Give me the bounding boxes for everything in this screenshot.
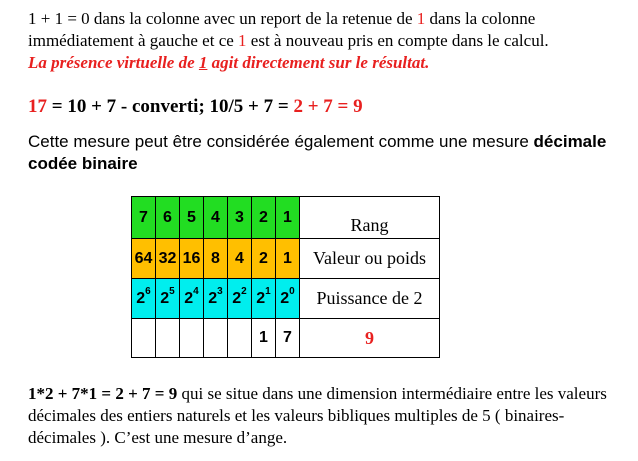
red-digit: 1 [238, 31, 247, 50]
bold-equation: 1*2 + 7*1 = 2 + 7 = 9 [28, 384, 178, 403]
power-base: 2 [184, 289, 194, 307]
valeur-cell: 2 [252, 239, 276, 279]
power-exponent: 2 [241, 286, 247, 298]
text: Cette mesure peut être considérée également comme une mesure [28, 132, 534, 151]
valeur-cell: 1 [276, 239, 300, 279]
label-rang: Rang [300, 197, 440, 239]
paragraph-dcb [28, 131, 628, 175]
power-exponent: 4 [193, 286, 199, 298]
paragraph-conclusion [28, 383, 628, 449]
rang-cell: 6 [156, 197, 180, 239]
valeur-cell: 64 [132, 239, 156, 279]
rang-cell: 7 [132, 197, 156, 239]
valeur-cell: 4 [228, 239, 252, 279]
digit-cell [180, 319, 204, 358]
power-cell [156, 279, 180, 319]
valeur-cell: 8 [204, 239, 228, 279]
power-cell [228, 279, 252, 319]
text: = 10 + 7 - converti; 10/5 + 7 = [47, 96, 294, 117]
power-base: 2 [256, 289, 266, 307]
red-number: 17 [28, 96, 47, 117]
rang-cell: 3 [228, 197, 252, 239]
rang-cell: 4 [204, 197, 228, 239]
valeur-cell: 32 [156, 239, 180, 279]
power-base: 2 [136, 289, 146, 307]
power-exponent: 3 [217, 286, 223, 298]
text: qui se situe dans une dimension intermédiaire entre les valeurs décimales des entiers naturels et les valeurs bibliques multiples de 5 ( binaires-décimales ). C’est une mesure d’ange. [28, 384, 607, 447]
text: agit directement sur le résultat. [207, 53, 430, 72]
red-digit: 1 [416, 9, 426, 28]
power-cell [204, 279, 228, 319]
power-exponent: 6 [145, 286, 151, 298]
power-cell [132, 279, 156, 319]
power-base: 2 [208, 289, 218, 307]
underlined-digit: 1 [198, 53, 208, 72]
row-valeur [132, 239, 440, 279]
bold-term: décimale codée binaire [28, 132, 607, 173]
power-exponent: 0 [289, 286, 295, 298]
power-base: 2 [232, 289, 242, 307]
total-cell: 9 [300, 319, 440, 358]
emphasis-line [28, 53, 429, 72]
text: 1 + 1 = 0 dans la colonne avec un report de la retenue de [28, 9, 417, 28]
label-valeur: Valeur ou poids [300, 239, 440, 279]
power-base: 2 [160, 289, 170, 307]
power-cell [180, 279, 204, 319]
paragraph-retenue [28, 8, 628, 74]
power-exponent: 5 [169, 286, 175, 298]
red-result: 2 + 7 = 9 [293, 96, 363, 117]
power-cell [252, 279, 276, 319]
digit-cell: 7 [276, 319, 300, 358]
rang-cell: 1 [276, 197, 300, 239]
label-puissance: Puissance de 2 [300, 279, 440, 319]
bcd-table [131, 196, 440, 358]
digit-cell [132, 319, 156, 358]
digit-cell: 1 [252, 319, 276, 358]
digit-cell [228, 319, 252, 358]
text: est à nouveau pris en compte dans le calcul. [246, 31, 549, 50]
rang-cell: 2 [252, 197, 276, 239]
power-base: 2 [280, 289, 290, 307]
power-exponent: 1 [265, 286, 271, 298]
power-cell [276, 279, 300, 319]
rang-cell: 5 [180, 197, 204, 239]
digit-cell [204, 319, 228, 358]
text: La présence virtuelle de [28, 53, 199, 72]
row-rang [132, 197, 440, 239]
digit-cell [156, 319, 180, 358]
valeur-cell: 16 [180, 239, 204, 279]
row-puissance [132, 279, 440, 319]
equation-line [28, 96, 628, 118]
text: dans la colonne immédiatement à gauche et ce [28, 9, 536, 50]
row-chiffres [132, 319, 440, 358]
